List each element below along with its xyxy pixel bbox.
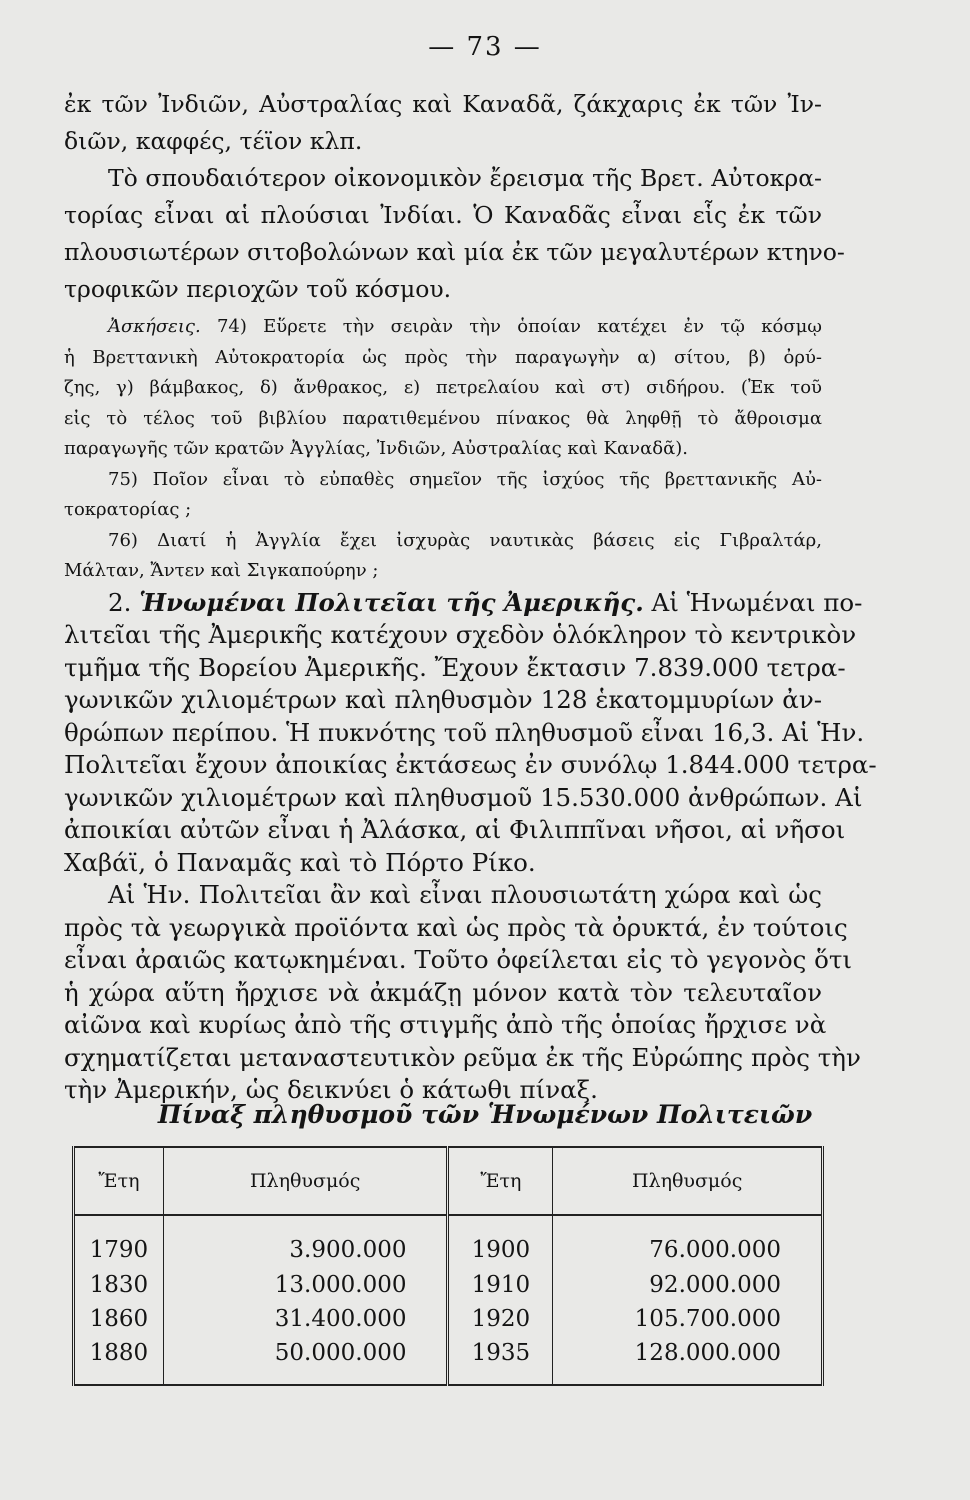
text-line: Χαβάϊ, ὁ Παναμᾶς καὶ τὸ Πόρτο Ρίκο.	[64, 847, 536, 877]
section-heading-line	[64, 587, 863, 620]
table-title: Πίναξ πληθυσμοῦ τῶν Ἡνωμένων Πολιτειῶν	[157, 1100, 813, 1129]
text-line: τμῆμα τῆς Βορείου Ἀμερικῆς. Ἔχουν ἔκτασιν 7.839.000 τετρα-	[64, 652, 846, 682]
text-line: διῶν, καφφές, τέϊον κλπ.	[64, 127, 363, 155]
text-line: Πολιτεῖαι ἔχουν ἀποικίας ἐκτάσεως ἐν συνόλῳ 1.844.000 τετρα-	[64, 750, 877, 779]
exercise-line: εἰς τὸ τέλος τοῦ βιβλίου παρατιθεμένου πίνακος θὰ ληφθῇ τὸ ἄθροισμα	[64, 407, 822, 429]
body-text	[64, 86, 877, 1107]
column-header: Πληθυσμός	[553, 1147, 823, 1215]
year-cell: 1880	[74, 1336, 164, 1385]
text-line: ἀποικίαι αὐτῶν εἶναι ἡ Ἀλάσκα, αἱ Φιλιππῖναι νῆσοι, αἱ νῆσοι	[64, 815, 846, 844]
text-line: τροφικῶν περιοχῶν τοῦ κόσμου.	[64, 275, 452, 303]
population-cell: 128.000.000	[634, 1340, 781, 1366]
year-cell: 1910	[448, 1268, 553, 1302]
population-cell: 13.000.000	[163, 1268, 448, 1302]
text-line: τὴν Ἀμερικήν, ὡς δεικνύει ὁ κάτωθι πίναξ.	[64, 1075, 598, 1104]
population-cell: 105.700.000	[634, 1306, 781, 1332]
section-number: 2.	[108, 587, 132, 617]
column-header: Ἔτη	[74, 1147, 164, 1215]
text-line: Αἱ Ἡν. Πολιτεῖαι ἂν καὶ εἶναι πλουσιωτάτη χώρα καὶ ὡς	[108, 880, 822, 909]
population-cell: 92.000.000	[649, 1272, 781, 1298]
page-number: — 73 —	[428, 32, 542, 62]
text-line: Τὸ σπουδαιότερον οἰκονομικὸν ἔρεισμα τῆς Βρετ. Αὐτοκρα-	[108, 164, 822, 192]
text-line: αἰῶνα καὶ κυρίως ἀπὸ τῆς στιγμῆς ἀπὸ τῆς ὁποίας ἤρχισε νὰ	[64, 1010, 827, 1039]
table-row	[74, 1336, 823, 1385]
text-line: γωνικῶν χιλιομέτρων καὶ πληθυσμὸν 128 ἑκατομμυρίων ἀν-	[64, 685, 822, 714]
year-cell: 1860	[74, 1302, 164, 1336]
population-table	[72, 1146, 824, 1386]
population-cell: 3.900.000	[163, 1215, 448, 1268]
population-cell: 76.000.000	[649, 1237, 781, 1263]
exercise-text: 74) Εὕρετε τὴν σειρὰν τὴν ὁποίαν κατέχει ἐν τῷ κόσμῳ	[216, 316, 822, 337]
text-line: εἶναι ἀραιῶς κατῳκημέναι. Τοῦτο ὀφείλεται εἰς τὸ γεγονὸς ὅτι	[64, 945, 853, 974]
exercise-line: 76) Διατί ἡ Ἀγγλία ἔχει ἰσχυρὰς ναυτικὰς βάσεις εἰς Γιβραλτάρ,	[108, 529, 822, 551]
table-row	[74, 1215, 823, 1268]
population-cell: 50.000.000	[163, 1336, 448, 1385]
text-line: θρώπων περίπου. Ἡ πυκνότης τοῦ πληθυσμοῦ εἶναι 16,3. Αἱ Ἡν.	[64, 717, 865, 747]
year-cell: 1935	[448, 1336, 553, 1385]
year-cell: 1900	[448, 1215, 553, 1268]
exercise-line	[64, 312, 822, 343]
year-cell: 1920	[448, 1302, 553, 1336]
table-row	[74, 1268, 823, 1302]
exercise-line: παραγωγῆς τῶν κρατῶν Ἀγγλίας, Ἰνδιῶν, Αὐστραλίας καὶ Καναδᾶ).	[64, 438, 688, 459]
column-header: Πληθυσμός	[163, 1147, 448, 1215]
section-heading: Ἡνωμέναι Πολιτεῖαι τῆς Ἀμερικῆς.	[139, 587, 644, 617]
column-header: Ἔτη	[448, 1147, 553, 1215]
exercise-line: 75) Ποῖον εἶναι τὸ εὐπαθὲς σημεῖον τῆς ἰσχύος τῆς βρεττανικῆς Αὐ-	[108, 468, 822, 490]
section-text: Αἱ Ἡνωμέναι πο-	[651, 587, 863, 617]
year-cell: 1830	[74, 1268, 164, 1302]
table-header-row	[74, 1147, 823, 1215]
exercises-label: Ἀσκήσεις.	[108, 316, 201, 337]
text-line: πλουσιωτέρων σιτοβολώνων καὶ μία ἐκ τῶν μεγαλυτέρων κτηνο-	[64, 238, 845, 266]
exercise-line: ἡ Βρεττανικὴ Αὐτοκρατορία ὡς πρὸς τὴν παραγωγὴν α) σίτου, β) ὀρύ-	[64, 346, 822, 368]
text-line: λιτεῖαι τῆς Ἀμερικῆς κατέχουν σχεδὸν ὁλόκληρον τὸ κεντρικὸν	[64, 620, 857, 649]
text-line: τορίας εἶναι αἱ πλούσιαι Ἰνδίαι. Ὁ Καναδᾶς εἶναι εἷς ἐκ τῶν	[64, 201, 822, 229]
table-row	[74, 1302, 823, 1336]
exercise-line: ζης, γ) βάμβακος, δ) ἄνθρακος, ε) πετρελαίου καὶ στ) σιδήρου. (Ἐκ τοῦ	[64, 377, 822, 398]
exercise-line: Μάλταν, Ἄντεν καὶ Σιγκαπούρην ;	[64, 560, 379, 581]
text-line: ἡ χώρα αὕτη ἤρχισε νὰ ἀκμάζῃ μόνον κατὰ τὸν τελευταῖον	[64, 977, 822, 1007]
text-line: ἐκ τῶν Ἰνδιῶν, Αὐστραλίας καὶ Καναδᾶ, ζάκχαρις ἐκ τῶν Ἰν-	[64, 90, 822, 118]
population-cell: 31.400.000	[163, 1302, 448, 1336]
text-line: πρὸς τὰ γεωργικὰ προϊόντα καὶ ὡς πρὸς τὰ ὀρυκτά, ἐν τούτοις	[64, 912, 848, 942]
text-line: γωνικῶν χιλιομέτρων καὶ πληθυσμοῦ 15.530.000 ἀνθρώπων. Αἱ	[64, 782, 863, 812]
text-line: σχηματίζεται μεταναστευτικὸν ρεῦμα ἐκ τῆς Εὐρώπης πρὸς τὴν	[64, 1042, 861, 1072]
year-cell: 1790	[74, 1215, 164, 1268]
exercise-line: τοκρατορίας ;	[64, 499, 192, 520]
